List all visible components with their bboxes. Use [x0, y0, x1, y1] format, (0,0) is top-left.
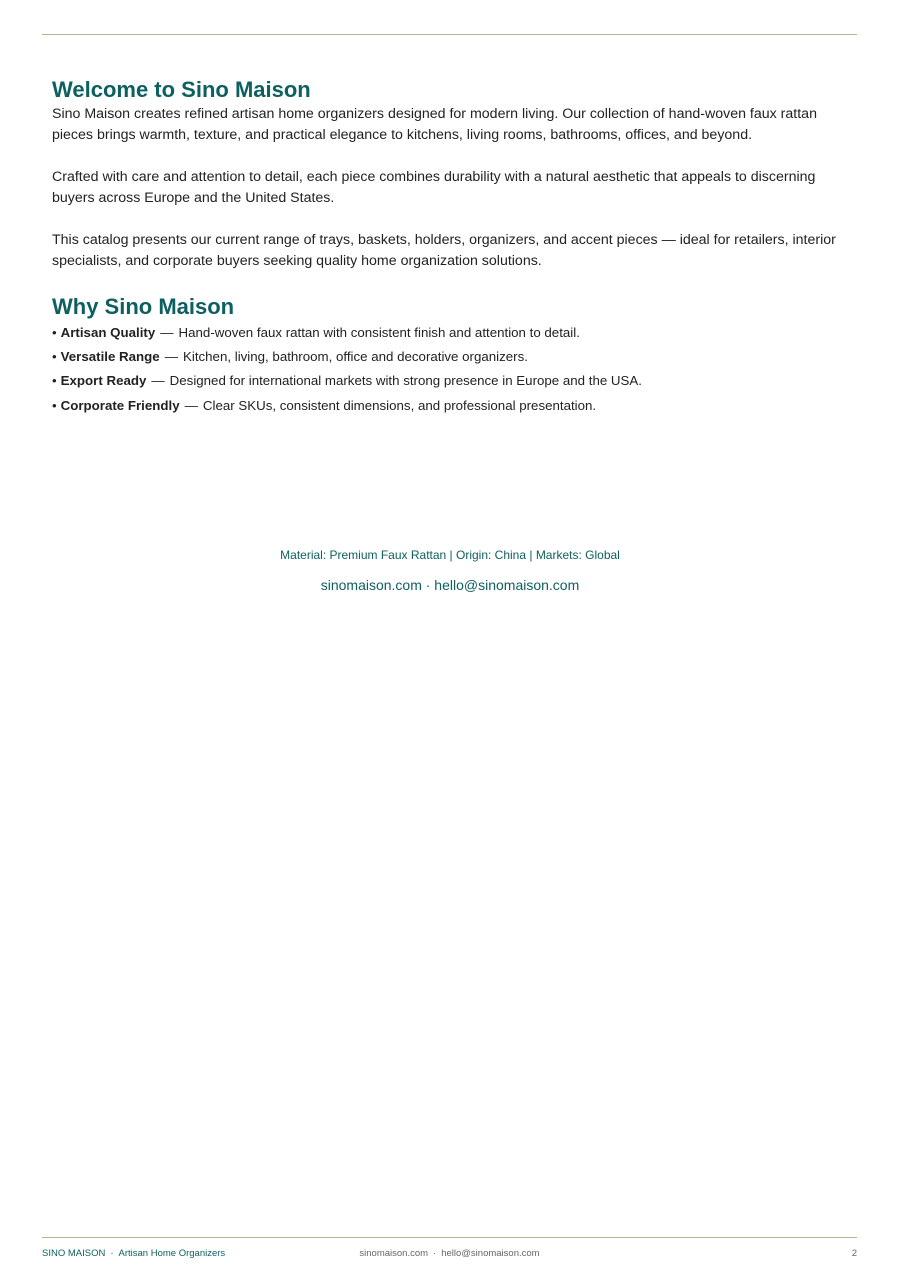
main-content	[52, 76, 852, 418]
list-item-desc: Hand-woven faux rattan with consistent finish and attention to detail.	[178, 325, 580, 340]
list-item-dash: —	[160, 325, 174, 340]
footer-rule	[42, 1237, 857, 1238]
welcome-title: Welcome to Sino Maison	[52, 77, 311, 102]
list-item-term: Versatile Range	[60, 349, 160, 365]
bullet-icon: •	[52, 325, 57, 340]
list-item-dash: —	[164, 349, 178, 365]
welcome-paragraph-1: Sino Maison creates refined artisan home organizers designed for modern living. Our collection of hand-woven faux rattan pieces brings warmth, texture, and practical elegance to kitchens, living rooms, bathrooms, offices, and beyond.	[52, 106, 817, 143]
footer-separator: ·	[110, 1248, 114, 1259]
list-item	[52, 321, 852, 345]
welcome-paragraph-2: Crafted with care and attention to detail, each piece combines durability with a natural aesthetic that appeals to discerning buyers across Europe and the United States.	[52, 169, 816, 206]
product-meta-line: Material: Premium Faux Rattan | Origin: China | Markets: Global	[280, 548, 620, 562]
list-item-term: Artisan Quality	[60, 325, 156, 340]
bullet-icon: •	[52, 373, 57, 389]
list-item	[52, 394, 852, 418]
list-item-dash: —	[184, 397, 198, 413]
footer-website-link[interactable]: sinomaison.com	[359, 1248, 429, 1259]
bullet-icon: •	[52, 349, 57, 365]
footer-contact-block	[42, 1248, 857, 1259]
page-footer	[42, 1248, 857, 1262]
list-item	[52, 369, 852, 393]
footer-tagline: Artisan Home Organizers	[118, 1248, 226, 1259]
list-item-desc: Clear SKUs, consistent dimensions, and professional presentation.	[202, 397, 597, 413]
welcome-paragraph-3: This catalog presents our current range of trays, baskets, holders, organizers, and accent pieces — ideal for retailers, interior specialists, and corporate buyers seeking quality home organization solutions.	[52, 232, 836, 269]
why-title: Why Sino Maison	[52, 294, 235, 319]
contact-line: sinomaison.com · hello@sinomaison.com	[320, 577, 580, 593]
page-number: 2	[851, 1248, 857, 1259]
list-item-desc: Designed for international markets with strong presence in Europe and the USA.	[169, 373, 642, 389]
list-item	[52, 345, 852, 369]
footer-email-link[interactable]: hello@sinomaison.com	[441, 1248, 540, 1259]
footer-brand: SINO MAISON	[42, 1248, 106, 1259]
list-item-desc: Kitchen, living, bathroom, office and decorative organizers.	[183, 349, 528, 365]
list-item-dash: —	[151, 373, 165, 389]
list-item-term: Export Ready	[60, 373, 147, 389]
footer-separator: ·	[433, 1248, 437, 1259]
why-list	[52, 321, 852, 418]
header-rule	[42, 34, 857, 35]
bullet-icon: •	[52, 397, 57, 413]
list-item-term: Corporate Friendly	[60, 397, 180, 413]
